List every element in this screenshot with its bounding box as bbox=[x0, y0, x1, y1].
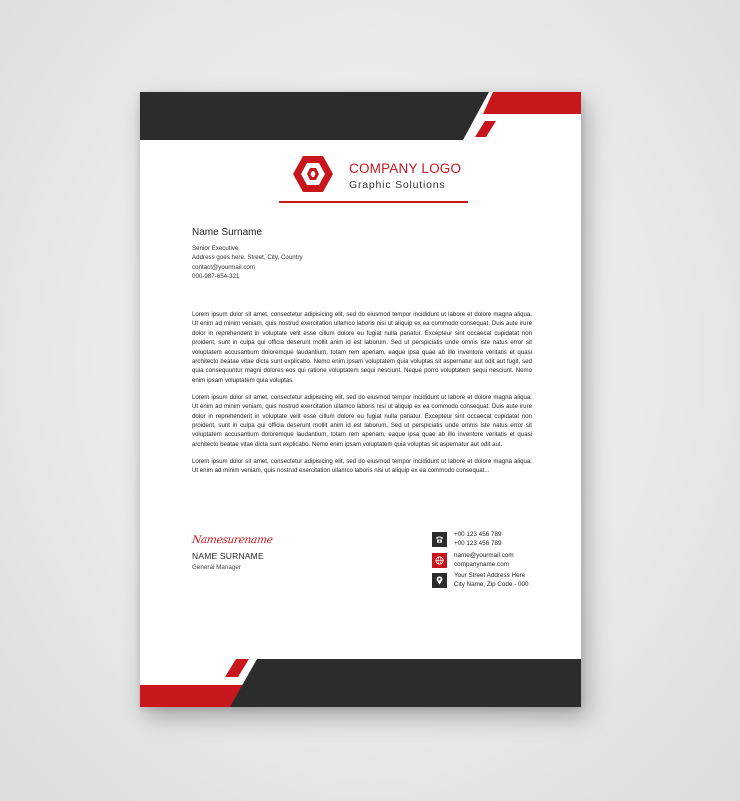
signature-block bbox=[192, 534, 342, 571]
sender-name: Name Surname bbox=[192, 227, 263, 238]
phone-icon bbox=[432, 532, 447, 547]
phone-line-1: +00 123 456 789 bbox=[454, 531, 502, 538]
website-line: companyname.com bbox=[454, 560, 509, 568]
signatory-title: General Manager bbox=[192, 564, 242, 571]
location-pin-icon bbox=[432, 573, 447, 588]
sender-position: Senior Executive bbox=[192, 245, 239, 252]
email-line: name@yourmail.com bbox=[454, 551, 514, 559]
letter-body bbox=[192, 310, 532, 483]
globe-icon bbox=[432, 553, 447, 568]
company-logo-title: COMPANY LOGO bbox=[349, 161, 462, 176]
sender-address: Address goes here. Street, City, Country bbox=[192, 254, 303, 262]
handwritten-signature: Namesurename bbox=[191, 534, 274, 546]
sender-block bbox=[192, 227, 392, 282]
contact-address bbox=[432, 571, 572, 591]
footer-decoration bbox=[140, 657, 581, 707]
sender-phone: 000-987-654-321 bbox=[192, 273, 240, 281]
phone-line-2: +00 123 456 789 bbox=[454, 540, 502, 548]
contact-phone bbox=[432, 530, 572, 550]
body-paragraph: Lorem ipsum dolor sit amet, consectetur adipisicing elit, sed do eiusmod tempor incididunt ut labore et dolore magna aliqua. Ut enim ad minim veniam, quis nostrud exercitation ullamco laboris nisi ut aliquip ex ea commodo consequat. Duis aute irure dolor in reprehenderit in voluptate velit esse cillum dolore eu fugiat nulla pariatur. Excepteur sint occaecat cupidatat non proident, sunt in culpa qui officia deserunt mollit anim id est laborum. Sed ut perspiciatis unde omnis iste natus error sit voluptatem accusantium doloremque laudantium, totam rem aperiam, eaque ipsa quae ab illo inventore veritatis et quasi architecto beatae vitae dicta sunt explicabo. Nemo enim ipsam voluptatem quia voluptas sit aspernatur aut odit aut. bbox=[192, 393, 532, 448]
company-logo-subtitle: Graphic Solutions bbox=[349, 179, 446, 191]
address-line-1: Your Street Address Here bbox=[454, 572, 526, 579]
contact-web bbox=[432, 551, 572, 571]
logo-divider bbox=[279, 201, 468, 203]
signatory-name: NAME SURNAME bbox=[192, 551, 264, 561]
body-paragraph: Lorem ipsum dolor sit amet, consectetur adipisicing elit, sed do eiusmod tempor incididunt ut labore et dolore magna aliqua. Ut enim ad minim veniam, quis nostrud exercitation ullamco laboris nisi ut aliquip ex ea commodo consequat... bbox=[192, 457, 532, 475]
hexagon-logo-icon bbox=[292, 155, 334, 193]
address-line-2: City Name, Zip Code - 000 bbox=[454, 581, 529, 589]
company-logo bbox=[292, 155, 462, 199]
letterhead-page bbox=[140, 92, 581, 707]
header-decoration bbox=[140, 92, 581, 144]
sender-email: contact@yourmail.com bbox=[192, 263, 256, 271]
body-paragraph: Lorem ipsum dolor sit amet, consectetur adipisicing elit, sed do eiusmod tempor incididunt ut labore et dolore magna aliqua. Ut enim ad minim veniam, quis nostrud exercitation ullamco laboris nisi ut aliquip ex ea commodo consequat. Duis aute irure dolor in reprehenderit in voluptate velit esse cillum dolore eu fugiat nulla pariatur. Excepteur sint occaecat cupidatat non proident, sunt in culpa qui officia deserunt mollit anim id est laborum. Sed ut perspiciatis unde omnis iste natus error sit voluptatem accusantium doloremque laudantium, totam rem aperiam, eaque ipsa quae ab illo inventore veritatis et quasi architecto beatae vitae dicta sunt explicabo. Nemo enim ipsam voluptatem quia voluptas sit aspernatur aut odit aut fugit, sed quia consequuntur magni dolores eos qui ratione voluptatem sequi nesciunt. Neque porro voluptatem sequi nesciunt. Nemo enim ipsam voluptatem quia voluptas. bbox=[192, 311, 532, 384]
contact-list bbox=[432, 530, 572, 592]
